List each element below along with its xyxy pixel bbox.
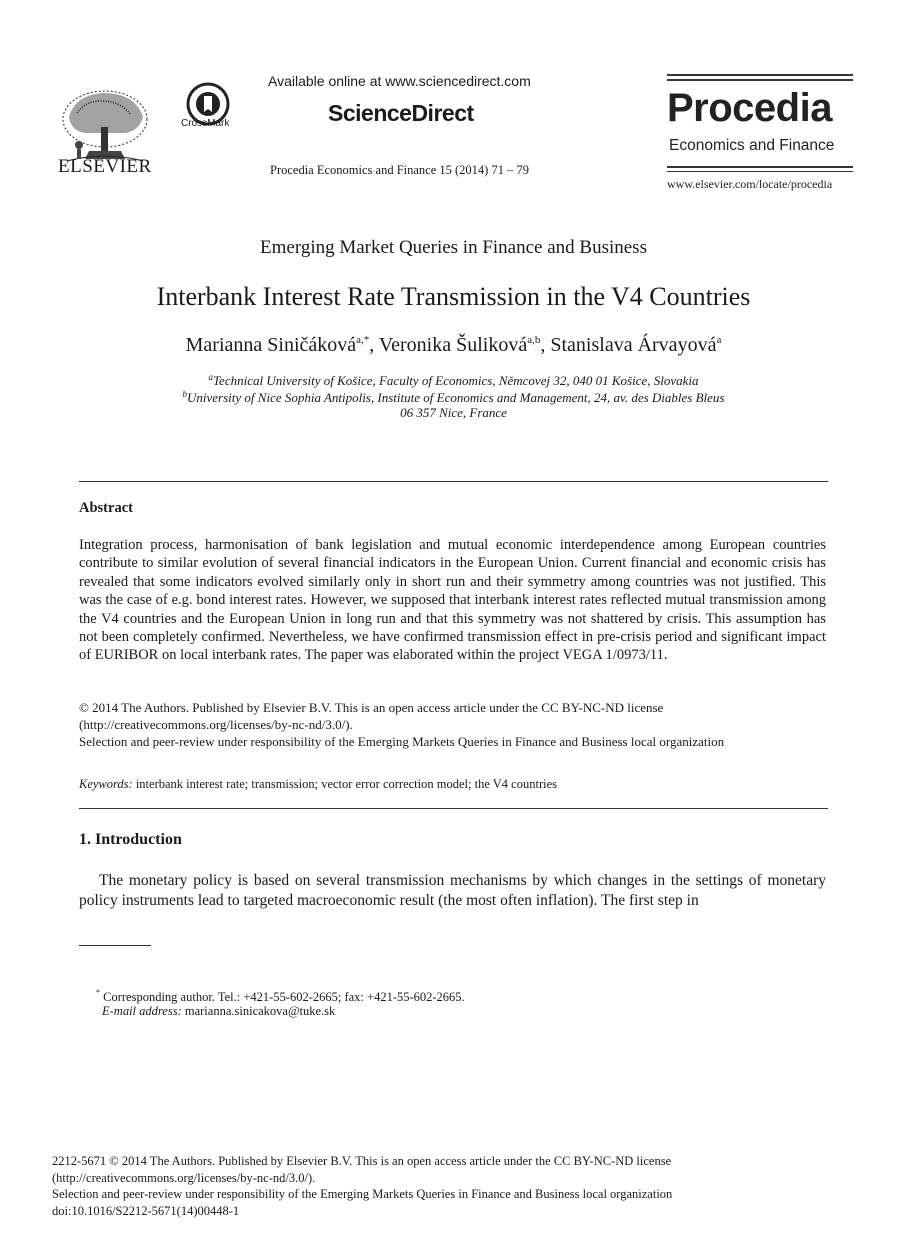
affiliation-text: University of Nice Sophia Antipolis, Institute of Economics and Management, 24, av. des Diables Bleus (187, 390, 725, 405)
author-name: Marianna Siničáková (185, 334, 357, 356)
author-affiliation-mark: a,* (356, 334, 370, 346)
procedia-subtitle: Economics and Finance (669, 137, 835, 154)
footnote-text: Corresponding author. Tel.: +421-55-602-2665; fax: +421-55-602-2665. (103, 990, 465, 1004)
procedia-title: Procedia (667, 86, 832, 130)
procedia-top-rule (667, 74, 853, 76)
sciencedirect-logo[interactable]: ScienceDirect (328, 100, 474, 126)
procedia-bottom-rule-2 (667, 171, 853, 172)
bottom-line: Selection and peer-review under responsibility of the Emerging Markets Queries in Finance and Business local organization (52, 1187, 673, 1201)
conference-name: Emerging Market Queries in Finance and Business (260, 237, 647, 258)
footnote-mark: * (96, 988, 100, 997)
footnote-corresponding (96, 988, 465, 1005)
abstract-heading: Abstract (79, 500, 133, 516)
author-affiliation-mark: a (716, 334, 722, 346)
license-link[interactable]: (http://creativecommons.org/licenses/by-nc-nd/3.0/). (79, 717, 353, 732)
bottom-line: 2212-5671 © 2014 The Authors. Published by Elsevier B.V. This is an open access article under the CC BY-NC-ND license (52, 1154, 672, 1168)
author-separator: , (369, 334, 379, 356)
keywords-label: Keywords: (79, 777, 133, 791)
author-name: Veronika Šuliková (378, 334, 528, 356)
available-online-text: Available online at www.sciencedirect.com (268, 73, 531, 89)
abstract-top-rule (79, 481, 828, 482)
procedia-url-link[interactable]: www.elsevier.com/locate/procedia (667, 177, 833, 191)
affiliation-mark: b (182, 389, 187, 399)
elsevier-wordmark: ELSEVIER (58, 156, 152, 177)
procedia-top-rule-2 (667, 79, 853, 81)
abstract-bottom-rule (79, 808, 828, 809)
section-heading: 1. Introduction (79, 831, 182, 848)
license-line: Selection and peer-review under responsibility of the Emerging Markets Queries in Finance and Business local organization (79, 734, 725, 749)
affiliation-line (0, 405, 907, 421)
email-link[interactable]: marianna.sinicakova@tuke.sk (184, 1004, 336, 1018)
keywords-line (79, 777, 557, 792)
affiliation-line (0, 372, 907, 389)
procedia-bottom-rule (667, 166, 853, 168)
intro-paragraph: The monetary policy is based on several transmission mechanisms by which changes in the settings of monetary policy instruments lead to targeted macroeconomic result (the most often inflation). The first step in (79, 872, 826, 909)
affiliation-text: Technical University of Košice, Faculty of Economics, Němcovej 32, 040 01 Košice, Slovakia (213, 373, 699, 388)
crossmark-label: CrossMark (181, 118, 230, 129)
footnote-email (102, 1004, 335, 1019)
bottom-license-link[interactable]: (http://creativecommons.org/licenses/by-nc-nd/3.0/). (52, 1170, 316, 1185)
doi-link[interactable]: doi:10.1016/S2212-5671(14)00448-1 (52, 1203, 240, 1218)
email-label: E-mail address: (102, 1004, 182, 1018)
author-name: Stanislava Árvayová (550, 334, 717, 356)
affiliation-text: 06 357 Nice, France (400, 405, 507, 420)
author-list (0, 334, 907, 357)
author-separator: , (540, 334, 551, 356)
footnote-rule (79, 945, 151, 946)
affiliation-line (0, 389, 907, 406)
keywords-text: interbank interest rate; transmission; vector error correction model; the V4 countries (135, 777, 557, 791)
license-block (79, 699, 826, 750)
paper-title: Interbank Interest Rate Transmission in the V4 Countries (156, 282, 751, 311)
license-line: © 2014 The Authors. Published by Elsevier B.V. This is an open access article under the CC BY-NC-ND license (79, 700, 664, 715)
affiliation-mark: a (208, 372, 214, 382)
abstract-text: Integration process, harmonisation of bank legislation and mutual economic interdependence among European countries contribute to similar evolution of several financial indicators in the European Union. Current financial and economic crisis has revealed that some indicators evolved similarly only in short run and their symmetry among countries was not justified. This was the case of e.g. bond interest rates. However, we supposed that interbank interest rates reflected mutual transmission among the V4 countries and the European Union in long run and that this symmetry was not shattered by crisis. This assumption has not been completely confirmed. Nevertheless, we have confirmed transmission effect in pre-crisis period and significant impact of EURIBOR on local interbank rates. The paper was elaborated within the project VEGA 1/0973/11. (79, 537, 826, 664)
journal-reference: Procedia Economics and Finance 15 (2014) 71 – 79 (270, 163, 529, 177)
author-affiliation-mark: a,b (527, 334, 541, 346)
bottom-copyright-block (52, 1153, 852, 1219)
